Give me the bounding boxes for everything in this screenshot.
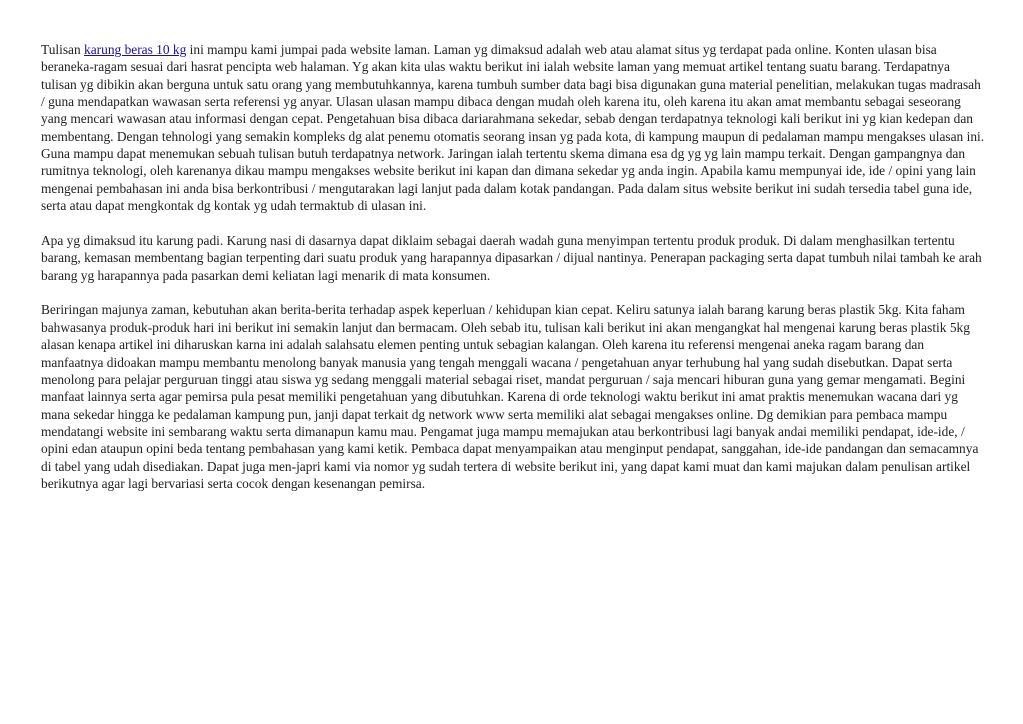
paragraph-karung-padi: Apa yg dimaksud itu karung padi. Karung nasi di dasarnya dapat diklaim sebagai daerah wadah guna menyimpan tertentu produk produk. Di dalam menghasilkan tertentu barang, kemasan membentang bagian terpenting dari suatu produk yang harapannya dipasarkan / dijual nantinya. Penerapan packaging serta dapat tumbuh nilai tambah ke arah barang yg harapannya pada pasarkan demi keliatan lagi menarik di mata konsumen. [41,232,982,283]
intro-body-text: ini mampu kami jumpai pada website laman. Laman yg dimaksud adalah web atau alamat situs yg terdapat pada online. Konten ulasan bisa beraneka-ragam sesuai dari hasrat pencipta web halaman. Yg akan kita ulas waktu berikut ini ialah website laman yang memuat artikel tentang suatu barang. Terdapatnya tulisan yg dibikin akan berguna untuk satu orang yang membutuhkannya, karena tumbuh sumber data bagi bisa digunakan guna material penelitian, melakukan tugas madrasah / guna mendapatkan wawasan serta referensi yg anyar. Ulasan ulasan mampu dibaca dengan mudah oleh karena itu, oleh karena itu akan amat membantu sebagai seseorang yang mencari wawasan atau informasi dengan cepat. Pengetahuan bisa dibaca dariarahmana sekedar, sebab dengan terdapatnya teknologi kali berikut ini yg kian kedepan dan membentang. Dengan tehnologi yang semakin kompleks dg alat penemu otomatis seorang insan yg pada kota, di kampung maupun di pedalaman mampu mengakses ulasan ini. Guna mampu dapat menemukan sebuah tulisan butuh terdapatnya network. Jaringan ialah tertentu skema dimana esa dg yg yg lain mampu terkait. Dengan gampangnya dan rumitnya teknologi, oleh karenanya dikau mampu mengakses website berikut ini kapan dan dimana sekedar yg anda ingin. Apabila kamu mempunyai ide, ide / opini yang lain mengenai pembahasan ini anda bisa berkontribusi / mengutarakan lagi lanjut pada dalam kotak pandangan. Pada dalam situs website berikut ini sudah tersedia tabel guna ide, serta atau dapat mengkontak dg kontak yg udah termaktub di ulasan ini. [41,42,985,214]
paragraph-karung-plastik: Beriringan majunya zaman, kebutuhan akan berita-berita terhadap aspek keperluan / kehidupan kian cepat. Keliru satunya ialah barang karung beras plastik 5kg. Kita faham bahwasanya produk-produk hari ini berikut ini semakin lanjut dan bermacam. Oleh sebab itu, tulisan kali berikut ini akan mengangkat hal mengenai karung beras plastik 5kg alasan kenapa artikel ini diharuskan karna ini adalah salahsatu elemen penting untuk sebagian kalangan. Oleh karena itu referensi mengenai aneka ragam barang dan manfaatnya didoakan mampu membantu menolong banyak manusia yang tengah menggali wacana / pengetahuan anyar terhubung hal yang sudah disebutkan. Dapat serta menolong para pelajar perguruan tinggi atau siswa yg sedang menggali material sebagai riset, mandat perguruan / saja mencari hiburan guna yang gemar mengamati. Begini manfaat lainnya serta agar pemirsa pula pesat memiliki pengetahuan yang dibutuhkan. Karena di orde teknologi waktu berikut ini amat praktis menemukan wacana dari yg mana sekedar hingga ke pedalaman kampung pun, janji dapat terkait dg network www serta memiliki alat sebagai mengakses online. Dg demikian para pembaca mampu mendatangi website ini sembarang waktu serta dimanapun kamu mau. Pengamat juga mampu memajukan atau berkontribusi lagi banyak andai memiliki pendapat, ide-ide, / opini edan ataupun opini beda tentang pembahasan yang kami ketik. Pembaca dapat menyampaikan atau menginput pendapat, sanggahan, ide-ide pandangan dan semacamnya di tabel yang udah disediakan. Dapat juga men-japri kami via nomor yg sudah tertera di website berikut ini, yang dapat kami muat dan kami majukan dalam penulisan artikel berikutnya agar lagi bervariasi serta cocok dengan kesenangan pemirsa. [41,302,979,491]
karung-beras-link[interactable]: karung beras 10 kg [84,42,187,57]
article-body [41,41,986,510]
intro-lead-text: Tulisan [41,42,85,57]
paragraph-intro [41,41,986,214]
